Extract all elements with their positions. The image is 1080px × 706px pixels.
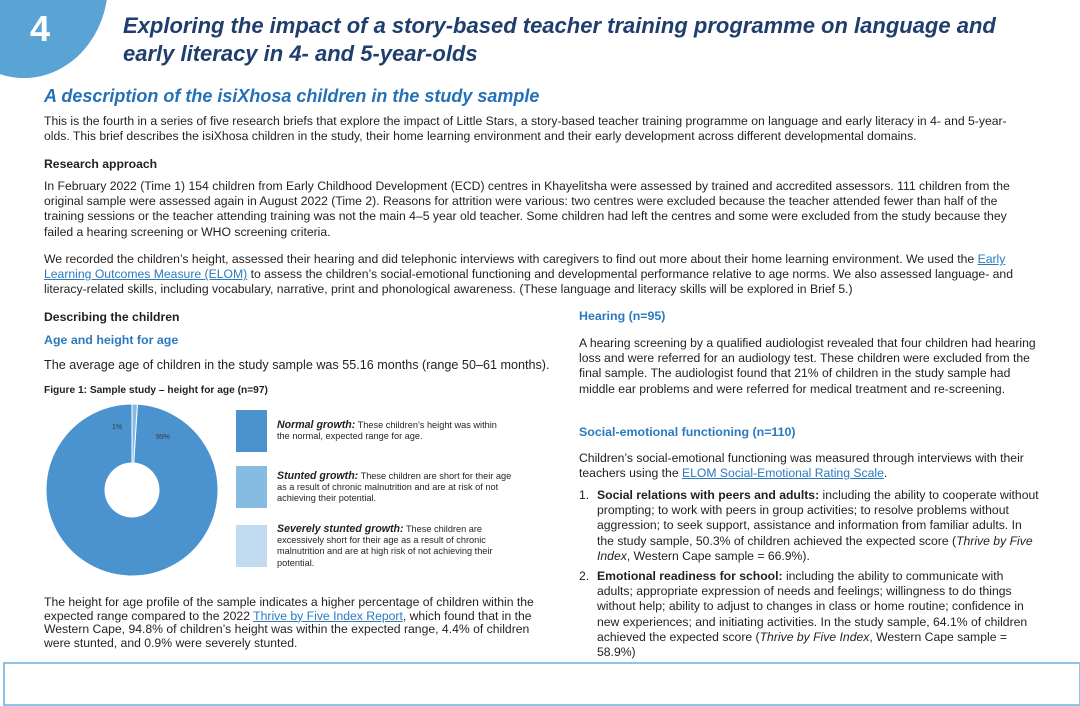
- legend-stunted-description: These children are short for their age as a result of chronic malnutrition and are at risk of not achieving their potential.: [277, 471, 512, 504]
- methods-text-before-link: We recorded the children’s height, assessed their hearing and did telephonic interviews with caregivers to find out more about their home learning environment. We used the: [44, 252, 978, 266]
- average-age-text: The average age of children in the study sample was 55.16 months (range 50–61 months).: [44, 358, 550, 372]
- height-for-age-donut-chart: [44, 402, 220, 578]
- intro-paragraph: This is the fourth in a series of five research briefs that explore the impact of Little Stars, a story-based teacher training programme on language and early literacy in 4- and 5-year-olds. This brief describes the isiXhosa children in the study, their home learning environment and their early development across different developmental domains.: [44, 114, 1007, 144]
- list-item-text: including the ability to cooperate without prompting; to work with peers in group activities; to resolve problems without aggression; to seek support, assistance and information from familiar adults. In the study sample, 50.3% of children achieved the expected score (: [597, 488, 1039, 548]
- list-item-source: Thrive by Five Index: [597, 533, 1033, 563]
- legend-severe-description: These children are excessively short for their age as a result of chronic malnutrition and are at high risk of not achieving their potential.: [277, 524, 493, 568]
- methods-text-after-link: to assess the children’s social-emotional functioning and developmental performance relative to age norms. We also assessed language- and literacy-related skills, including vocabulary, narrative, print and phonological awareness. (These language and literacy skills will be explored in Brief 5.): [44, 267, 1013, 297]
- figure-caption: Figure 1: Sample study – height for age (n=97): [44, 385, 268, 396]
- elom-link[interactable]: Early Learning Outcomes Measure (ELOM): [44, 252, 1006, 282]
- hearing-paragraph: A hearing screening by a qualified audiologist revealed that four children had hearing loss and were referred for an audiology test. These children were excluded from the final sample. The audiologist found that 21% of children in the study sample had middle ear problems and were referred for medical treatment and re-screening.: [579, 336, 1036, 396]
- donut-label-normal: 99%: [156, 434, 171, 441]
- social-text-after-link: .: [883, 466, 888, 481]
- donut-slices: [46, 404, 218, 576]
- list-item-number: 1.: [579, 488, 590, 502]
- height-text-before-link: The height for age profile of the sample indicates a higher percentage of children within the expected range compared to the 2022: [44, 595, 534, 623]
- legend-severe-label: Severely stunted growth:: [277, 523, 404, 535]
- legend-severely-stunted-growth: [277, 524, 512, 569]
- legend-swatch-stunted: [236, 466, 267, 508]
- list-item-number: 2.: [579, 569, 590, 584]
- list-item-label: Emotional readiness for school:: [597, 569, 783, 584]
- age-height-heading: Age and height for age: [44, 333, 179, 347]
- elom-social-emotional-scale-link[interactable]: ELOM Social-Emotional Rating Scale: [681, 466, 884, 481]
- legend-normal-growth: [277, 420, 512, 442]
- legend-stunted-label: Stunted growth:: [277, 470, 359, 482]
- methods-paragraph: [44, 252, 1029, 298]
- legend-normal-label: Normal growth:: [277, 419, 356, 431]
- social-text-before-link: Children’s social-emotional functioning was measured through interviews with their teachers using the: [579, 451, 1024, 481]
- list-item-tail: , Western Cape sample = 58.9%): [597, 629, 1007, 660]
- list-item-text: including the ability to communicate with adults; appropriate expression of needs and feelings; willingness to do things without help; ability to adjust to changes in class or home routine; confidence in new experiences; and initiating activities. In the study sample, 64.1% of children achieved the expected score (: [597, 569, 1028, 644]
- legend-swatch-severely-stunted: [236, 525, 267, 567]
- list-item-source: Thrive by Five Index: [759, 629, 870, 644]
- brief-number-badge: [0, 0, 108, 78]
- legend-swatch-normal: [236, 410, 267, 452]
- page-title: Exploring the impact of a story-based teacher training programme on language and early literacy in 4- and 5-year-olds: [123, 13, 996, 66]
- thrive-by-five-report-link[interactable]: Thrive by Five Index Report: [253, 608, 403, 623]
- next-section-box: [3, 662, 1080, 706]
- legend-stunted-growth: [277, 471, 512, 505]
- social-emotional-list: [579, 488, 1039, 665]
- legend-normal-description: These children’s height was within the normal, expected range for age.: [277, 420, 497, 442]
- height-profile-paragraph: [44, 596, 549, 650]
- list-item-tail: , Western Cape sample = 66.9%).: [626, 548, 810, 563]
- list-item: [579, 569, 1039, 660]
- research-approach-heading: Research approach: [44, 157, 158, 171]
- height-text-after-link: , which found that in the Western Cape, 94.8% of children’s height was within the expected range, 4.4% of children were stunted, and 0.9% were severely stunted.: [44, 608, 532, 650]
- donut-label-stunted: 1%: [112, 424, 123, 431]
- research-approach-paragraph: In February 2022 (Time 1) 154 children from Early Childhood Development (ECD) centres in Khayelitsha were assessed by trained and accredited assessors. 111 children from the original sample were assessed again in August 2022 (Time 2). Reasons for attrition were various: two centres were excluded because the teacher attended fewer than half of the training sessions or the teacher attending training was not the main 4–5 year old teacher. Some children had left the centres and some were excluded from the study because they failed a hearing screening or WHO screening criteria.: [44, 179, 1010, 239]
- brief-number: 4: [30, 8, 51, 49]
- social-emotional-heading: Social-emotional functioning (n=110): [579, 425, 796, 439]
- describing-children-heading: Describing the children: [44, 310, 180, 324]
- list-item-label: Social relations with peers and adults:: [597, 488, 820, 502]
- list-item: [579, 488, 1039, 564]
- social-emotional-paragraph: [579, 451, 1034, 481]
- section-title: A description of the isiXhosa children in the study sample: [44, 86, 540, 106]
- hearing-heading: Hearing (n=95): [579, 309, 666, 323]
